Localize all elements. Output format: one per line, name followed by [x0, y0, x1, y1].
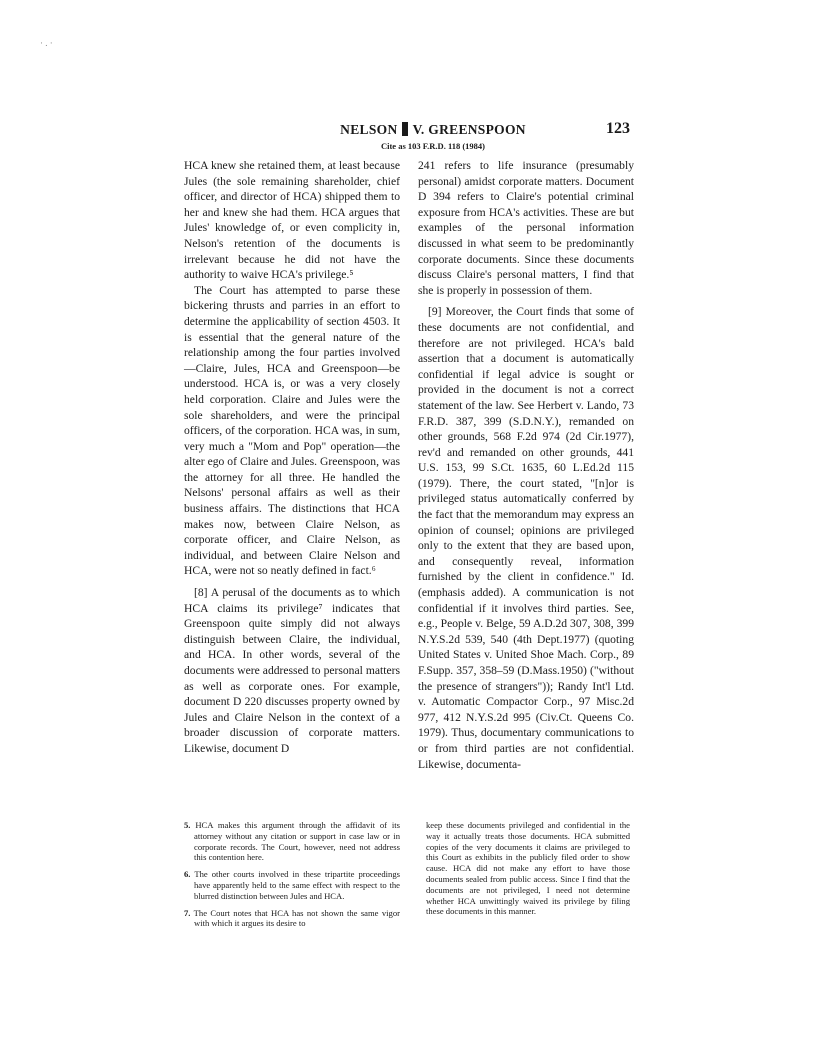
footnote-text: The other courts involved in these tripartite proceedings have apparently held to the same effect with respect to the blurred distinction between Jules and HCA. [194, 869, 400, 901]
right-column [418, 158, 634, 772]
right-paragraph-2: [9] Moreover, the Court finds that some of these documents are not confidential, and therefore are not privileged. HCA's bald assertion that a document is automatically confidential if legal advice is sought or provided in the document is not a correct statement of the law. See Herbert v. Lando, 73 F.R.D. 387, 399 (S.D.N.Y.), remanded on other grounds, 568 F.2d 974 (2d Cir.1977), rev'd and remanded on other grounds, 441 U.S. 153, 99 S.Ct. 1635, 60 L.Ed.2d 115 (1979). There, the court stated, "[n]or is privileged status automatically conferred by the fact that the memorandum may express an opinion of counsel; opinions are privileged only to the extent that they are based upon, and consequently reveal, information furnished by the client in confidence." Id. (emphasis added). A communication is not confidential if it involves third parties. See, e.g., People v. Belge, 59 A.D.2d 307, 308, 399 N.Y.S.2d 539, 540 (4th Dept.1977) (quoting United States v. United Shoe Mach. Corp., 89 F.Supp. 357, 358–59 (D.Mass.1950) ("without the presence of strangers")); Randy Int'l Ltd. v. Automatic Compactor Corp., 97 Misc.2d 977, 412 N.Y.S.2d 995 (Civ.Ct. Queens Co. 1979). Thus, documentary communications to or from third parties are not confidential. Likewise, documenta- [418, 305, 634, 771]
footnote-number: 5. [184, 820, 191, 830]
left-column [184, 158, 400, 757]
footnote-7 [184, 908, 400, 930]
case-name-right: V. GREENSPOON [412, 122, 526, 137]
citation-line: Cite as 103 F.R.D. 118 (1984) [380, 141, 486, 151]
page-number: 123 [606, 120, 630, 137]
left-paragraph-2: The Court has attempted to parse these bickering thrusts and parries in an effort to determine the applicability of section 4503. It is essential that the general nature of the relationship among the four parties involved—Claire, Jules, HCA and Greenspoon—be understood. HCA is, or was a very closely held corporation. Claire and Jules were the sole shareholders, and were the principal officers, of the corporation. HCA was, in sum, very much a "Mom and Pop" operation—the alter ego of Claire and Jules. Greenspoon, was the attorney for all three. He handled the Nelsons' personal affairs as well as their business affairs. The distinctions that HCA makes now, between Claire Nelson, as corporate officer, and Claire Nelson, as individual, and between Claire Nelson and HCA, were not so neatly defined in fact.⁶ [184, 283, 400, 578]
left-paragraph-1: HCA knew she retained them, at least because Jules (the sole remaining shareholder, chief officer, and director of HCA) shipped them to her and knew she had them. HCA argues that Jules' knowledge of, or even complicity in, Nelson's retention of the documents is irrelevant because he did not have the authority to waive HCA's privilege.⁵ [184, 159, 400, 282]
footnote-5 [184, 820, 400, 863]
scan-specks: · . · [40, 38, 53, 48]
footnote-6 [184, 869, 400, 901]
footnote-text: The Court notes that HCA has not shown the same vigor with which it argues its desire to [193, 907, 400, 929]
footnote-text: HCA makes this argument through the affidavit of its attorney without any citation or support in case law or in corporate records. The Court, however, need not address this contention here. [194, 820, 400, 863]
left-paragraph-3: [8] A perusal of the documents as to which HCA claims its privilege⁷ indicates that Greenspoon quite simply did not always distinguish between Claire, the individual, and HCA. In other words, several of the documents were addressed to personal matters as well as corporate ones. For example, document D 220 discusses property owned by Jules and Claire Nelson in the context of a broader discussion of corporate matters. Likewise, document D [184, 586, 400, 755]
footnotes-right [426, 820, 630, 917]
case-name-left: NELSON [340, 122, 398, 137]
footnote-number: 7. [184, 907, 191, 918]
footnote-number: 6. [184, 869, 191, 880]
redaction-mark [402, 122, 408, 136]
footnotes-left [184, 820, 400, 935]
running-header [318, 122, 548, 138]
footnote-7-continued: keep these documents privileged and confidential in the way it actually treats those documents. HCA submitted copies of the very documents it claims are privileged to this Court as exhibits in the publicly filed order to show cause. HCA did not make any effort to have those documents sealed from public access. Since I find that the documents are not privileged, I need not determine whether HCA unwittingly waived its privilege by filing these documents in this manner. [426, 820, 630, 917]
right-paragraph-1: 241 refers to life insurance (presumably personal) amidst corporate matters. Document D 394 refers to Claire's potential criminal exposure from HCA's activities. These are but examples of the personal information discussed in what seem to be predominantly corporate documents. Since these documents discuss Claire's personal matters, I find that she is properly in possession of them. [418, 159, 634, 297]
